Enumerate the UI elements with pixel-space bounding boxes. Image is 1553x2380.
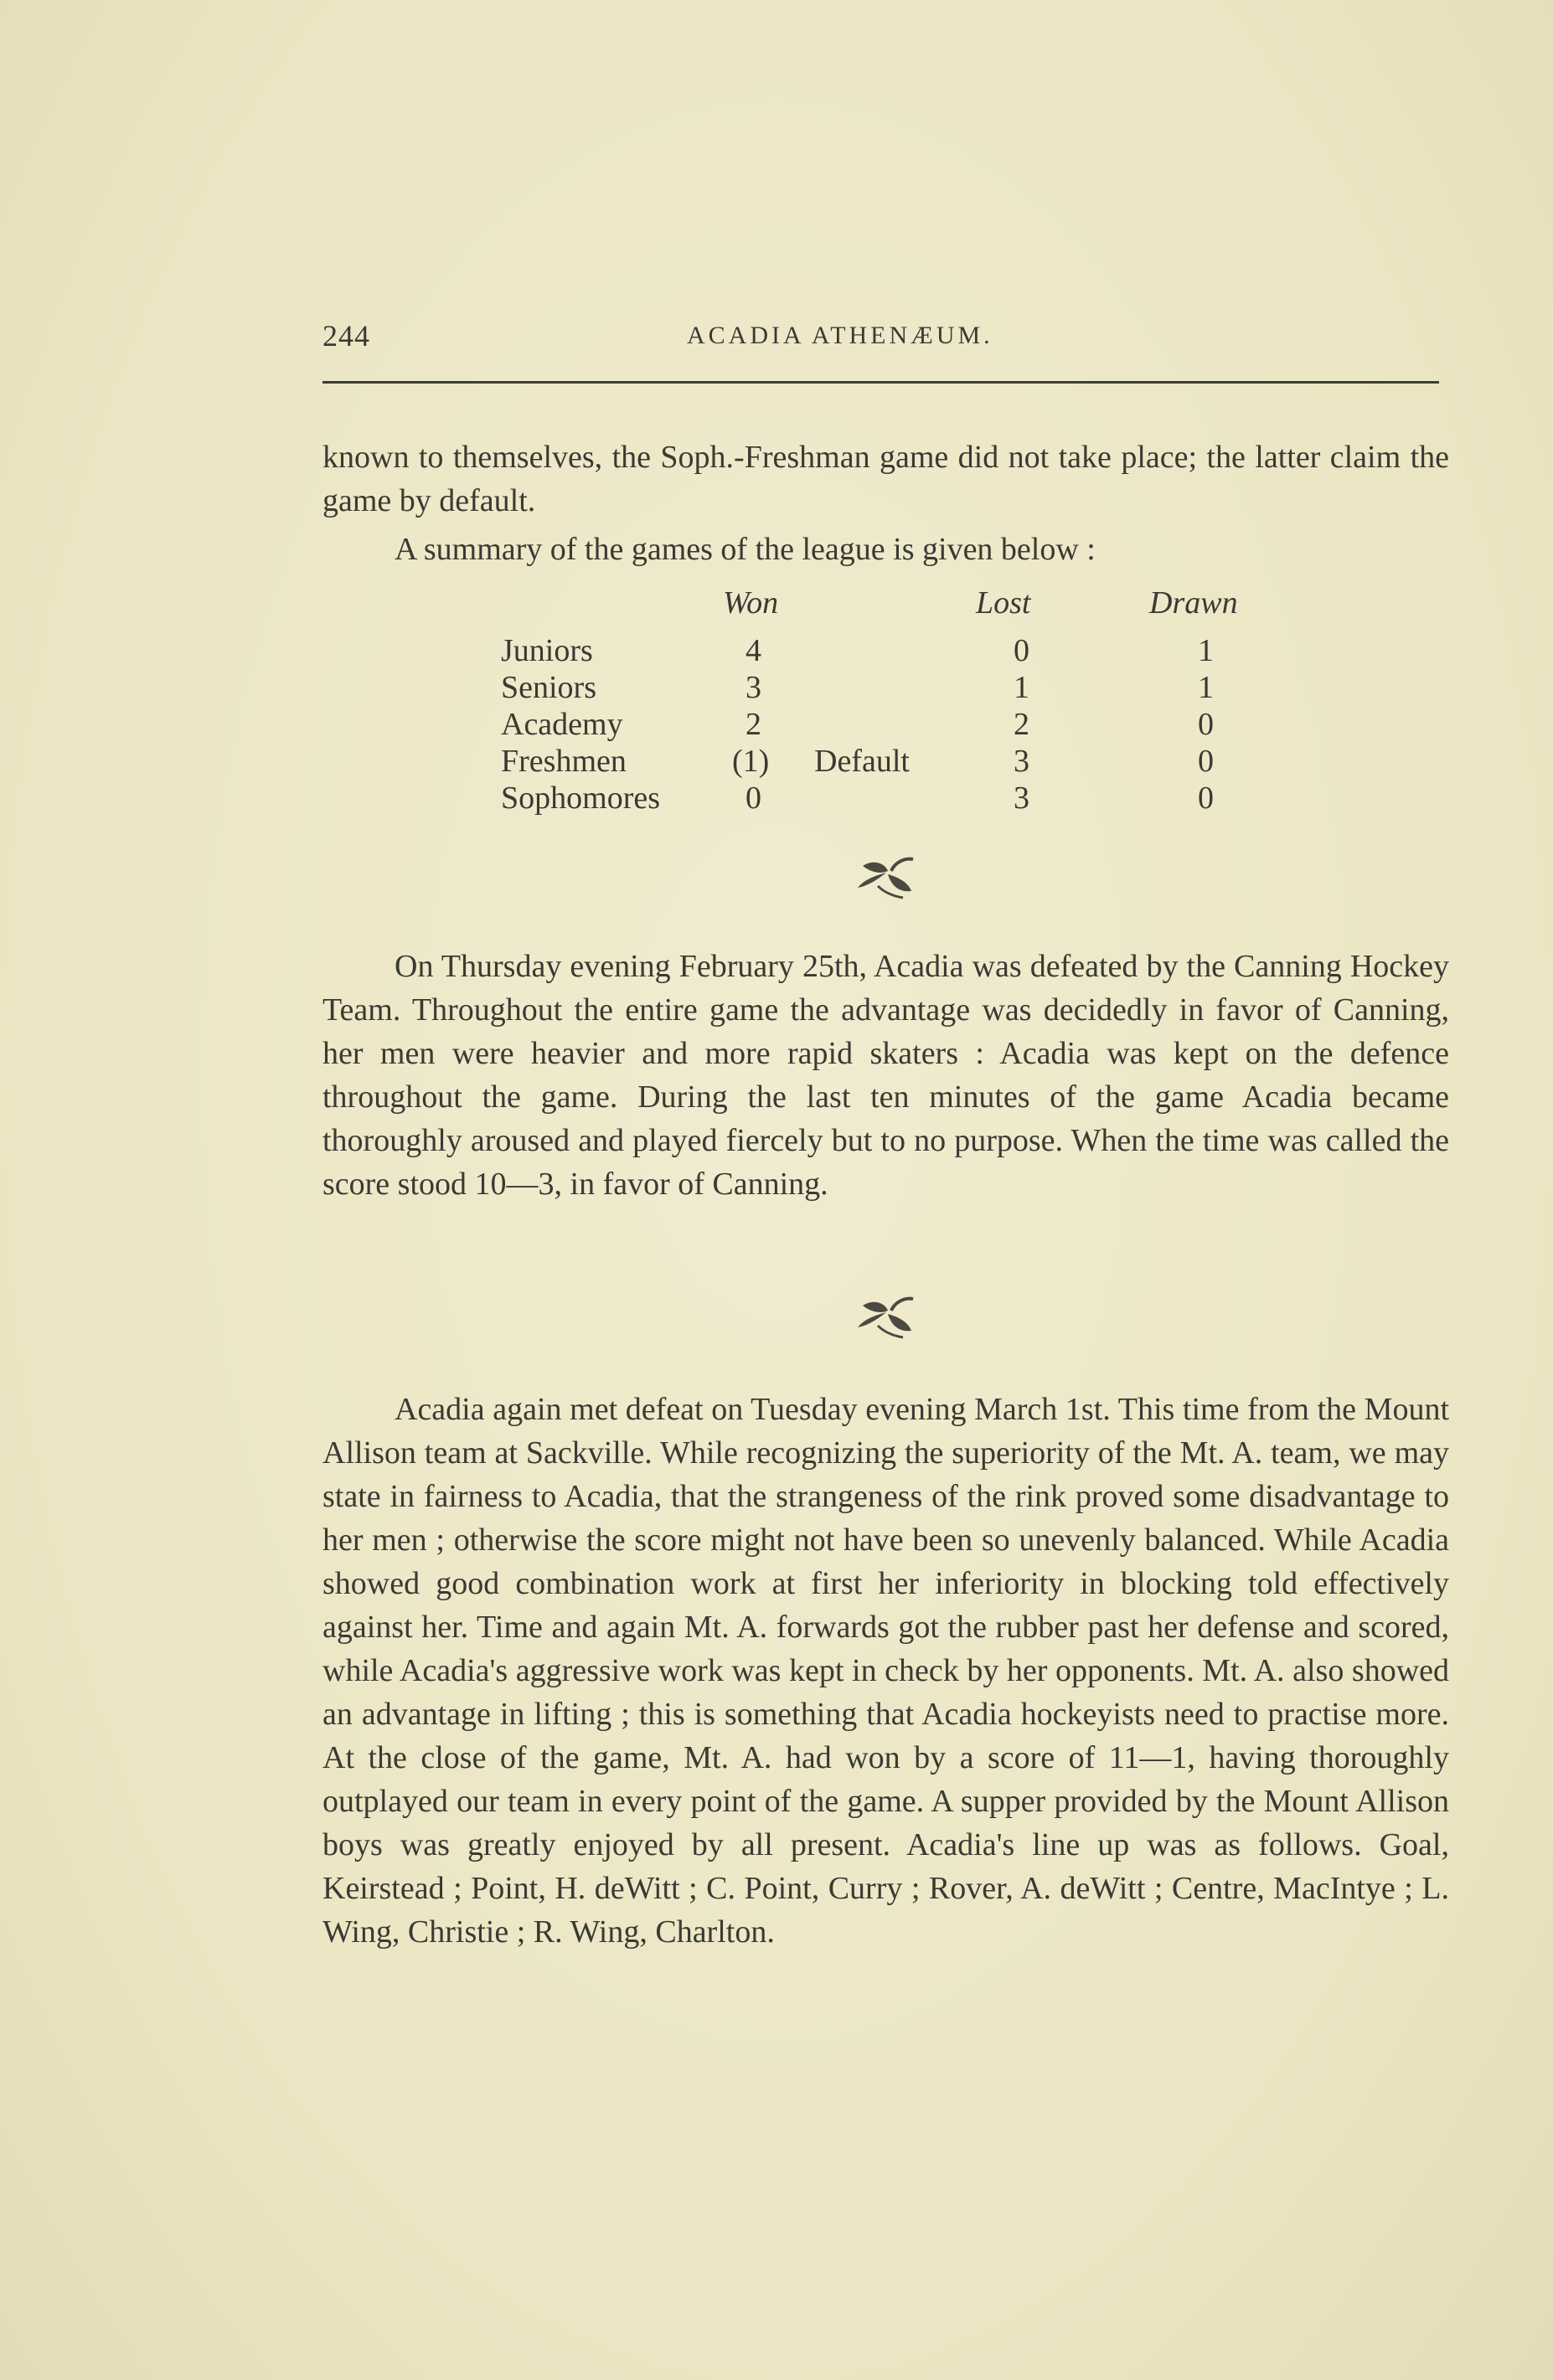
team-name: Sophomores xyxy=(501,780,660,816)
team-name: Juniors xyxy=(501,633,593,668)
lost-value: 1 xyxy=(1014,670,1029,705)
page-header xyxy=(322,318,1440,360)
drawn-value: 1 xyxy=(1198,670,1214,705)
drawn-value: 0 xyxy=(1198,780,1214,816)
won-value: 4 xyxy=(746,633,761,668)
won-value: 2 xyxy=(746,707,761,742)
won-value: (1) xyxy=(732,744,770,779)
table-row xyxy=(0,706,1553,743)
header-rule xyxy=(322,381,1439,384)
lost-value: 3 xyxy=(1014,780,1029,816)
paragraph-canning-game: On Thursday evening February 25th, Acadia was defeated by the Canning Hockey Team. Throughout the entire game the advantage was decidedly in favor of Canning, her men were heavier and more rapid skaters : Acadia was kept on the defence throughout the game. During the last ten minutes of the game Acadia became thoroughly aroused and played fiercely but to no purpose. When the time was called the score stood 10—3, in favor of Canning. xyxy=(322,949,1449,1202)
column-header-drawn: Drawn xyxy=(1149,585,1238,621)
table-row xyxy=(0,743,1553,780)
column-header-lost: Lost xyxy=(976,585,1031,621)
lost-value: 3 xyxy=(1014,744,1029,779)
running-title: ACADIA ATHENÆUM. xyxy=(687,322,993,349)
won-value: 3 xyxy=(746,670,761,705)
drawn-value: 0 xyxy=(1198,707,1214,742)
table-row xyxy=(0,780,1553,817)
drawn-value: 1 xyxy=(1198,633,1214,668)
fleuron-icon xyxy=(853,854,920,904)
page-number: 244 xyxy=(322,319,370,353)
won-value: 0 xyxy=(746,780,761,816)
drawn-value: 0 xyxy=(1198,744,1214,779)
team-name: Academy xyxy=(501,707,623,742)
table-row xyxy=(0,632,1553,669)
column-header-won: Won xyxy=(723,585,779,621)
paragraph-mount-allison-game: Acadia again met defeat on Tuesday evening March 1st. This time from the Mount Allison team at Sackville. While recognizing the superiority of the Mt. A. team, we may state in fairness to Acadia, that the strangeness of the rink proved some disadvantage to her men ; otherwise the score might not have been so unevenly balanced. While Acadia showed good combination work at first her inferiority in blocking told effectively against her. Time and again Mt. A. forwards got the rubber past her defense and scored, while Acadia's aggressive work was kept in check by her opponents. Mt. A. also showed an advantage in lifting ; this is something that Acadia hockeyists need to practise more. At the close of the game, Mt. A. had won by a score of 11—1, having thoroughly outplayed our team in every point of the game. A supper provided by the Mount Allison boys was greatly enjoyed by all present. Acadia's line up was as follows. Goal, Keirstead ; Point, H. deWitt ; C. Point, Curry ; Rover, A. deWitt ; Centre, MacIntye ; L. Wing, Christie ; R. Wing, Charlton. xyxy=(322,1392,1449,1950)
team-name: Seniors xyxy=(501,670,596,705)
table-row xyxy=(0,669,1553,706)
lost-value: 2 xyxy=(1014,707,1029,742)
paragraph-summary-intro: A summary of the games of the league is given below : xyxy=(395,532,1096,567)
team-name: Freshmen xyxy=(501,744,627,779)
default-note: Default xyxy=(814,744,910,779)
fleuron-icon xyxy=(853,1294,920,1344)
paragraph-continuation: known to themselves, the Soph.-Freshman game did not take place; the latter claim the game by default. xyxy=(322,440,1449,518)
lost-value: 0 xyxy=(1014,633,1029,668)
